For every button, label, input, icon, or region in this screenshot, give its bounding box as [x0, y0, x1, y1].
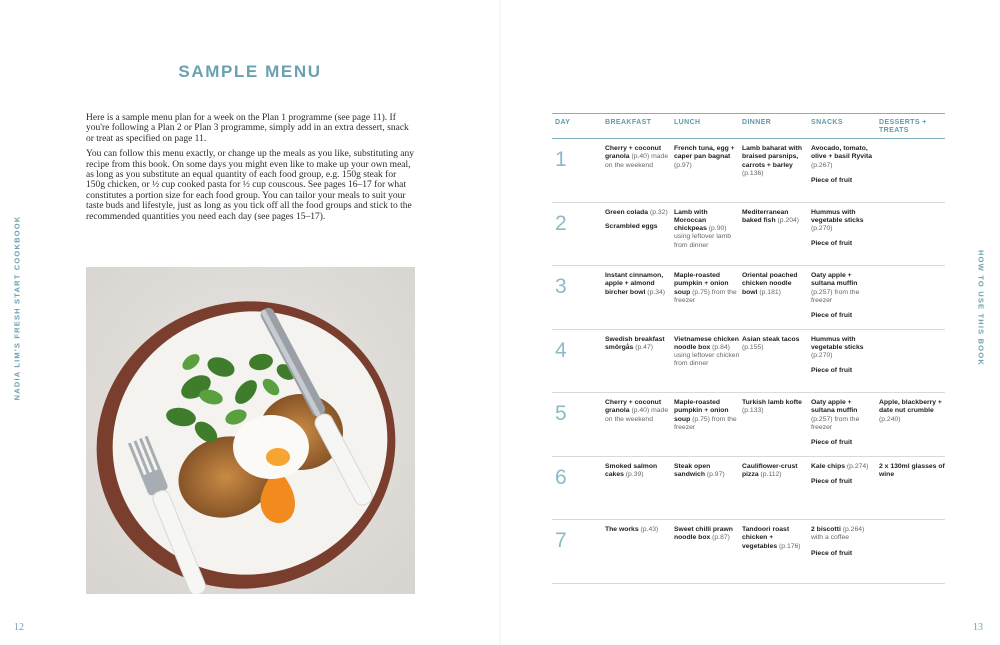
recipe-name: Hummus with vegetable sticks	[811, 208, 864, 224]
recipe-name: Vietnamese chicken noodle box	[674, 335, 739, 351]
recipe-note: (p.75) from the freezer	[674, 288, 737, 304]
recipe-note: (p.257) from the freezer	[811, 415, 860, 431]
recipe-note: (p.176)	[777, 542, 801, 550]
page-gutter	[499, 0, 501, 645]
recipe-note: (p.34)	[645, 288, 666, 296]
snacks-entry	[811, 526, 877, 543]
recipe-note: (p.97)	[704, 470, 725, 478]
snacks-entry	[811, 463, 877, 471]
recipe-name: Smoked salmon cakes	[605, 462, 658, 478]
recipe-note: (p.90) using leftover lamb from dinner	[674, 225, 732, 249]
recipe-name: Piece of fruit	[811, 477, 853, 485]
snacks-entry	[811, 209, 877, 234]
intro-text	[86, 113, 414, 222]
dinner-cell	[742, 209, 808, 226]
snacks-entry	[811, 240, 877, 248]
snacks-entry	[811, 550, 877, 558]
lunch-entry	[674, 272, 740, 305]
menu-row-day-2	[552, 203, 945, 267]
recipe-note: (p.133)	[742, 407, 764, 415]
recipe-name: French tuna, egg + caper pan bagnat	[674, 145, 735, 161]
recipe-name: Scrambled eggs	[605, 222, 658, 230]
recipe-name: Piece of fruit	[811, 312, 853, 320]
snacks-cell	[811, 526, 877, 558]
recipe-name: Cauliflower-crust pizza	[742, 462, 798, 478]
snacks-cell	[811, 336, 877, 376]
recipe-name: Apple, blackberry + date nut crumble	[879, 399, 942, 415]
breakfast-cell	[605, 463, 671, 480]
recipe-name: Piece of fruit	[811, 549, 853, 557]
recipe-name: Instant cinnamon, apple + almond bircher bowl	[605, 272, 664, 296]
recipe-note: (p.267)	[811, 161, 833, 169]
recipe-note: (p.40) made on the weekend	[605, 153, 669, 169]
menu-table-header	[552, 113, 945, 139]
recipe-name: Piece of fruit	[811, 176, 853, 184]
day-number: 1	[555, 148, 567, 171]
breakfast-entry	[605, 209, 671, 217]
recipe-name: Lamb with Moroccan chickpeas	[674, 208, 708, 233]
recipe-note: (p.40) made on the weekend	[605, 407, 669, 423]
lunch-entry	[674, 209, 740, 250]
header-breakfast: BREAKFAST	[605, 119, 652, 126]
recipe-name: Steak open sandwich	[674, 462, 711, 478]
recipe-note: (p.264) with a coffee	[811, 526, 865, 542]
lunch-entry	[674, 463, 740, 480]
breakfast-entry	[605, 223, 671, 231]
desserts-entry	[879, 463, 945, 480]
lunch-entry	[674, 336, 740, 369]
day-number: 2	[555, 211, 567, 235]
recipe-note: (p.204)	[775, 216, 800, 224]
menu-row-day-6	[552, 457, 945, 521]
recipe-name: Maple-roasted pumpkin + onion soup	[674, 399, 729, 423]
recipe-name: Asian steak tacos	[742, 335, 800, 343]
header-snacks: SNACKS	[811, 119, 843, 126]
recipe-note: (p.32)	[648, 208, 668, 216]
recipe-note: (p.274)	[845, 462, 869, 470]
recipe-name: Lamb baharat with braised parsnips, carrots + barley	[742, 145, 803, 169]
dinner-entry	[742, 399, 808, 416]
recipe-note: (p.181)	[757, 288, 781, 296]
recipe-note: (p.155)	[742, 343, 764, 351]
food-photo	[86, 267, 415, 594]
recipe-name: Hummus with vegetable sticks	[811, 335, 864, 351]
breakfast-cell	[605, 272, 671, 297]
lunch-cell	[674, 463, 740, 480]
header-day: DAY	[555, 119, 571, 126]
menu-table	[552, 113, 945, 584]
recipe-note: (p.97)	[674, 161, 692, 169]
breakfast-entry	[605, 336, 671, 353]
recipe-name: 2 biscotti	[811, 526, 841, 533]
breakfast-entry	[605, 272, 671, 297]
desserts-entry	[879, 399, 945, 424]
recipe-note: (p.112)	[758, 470, 782, 478]
lunch-cell	[674, 399, 740, 432]
snacks-entry	[811, 367, 877, 375]
recipe-name: Cherry + coconut granola	[605, 145, 662, 161]
snacks-entry	[811, 399, 877, 432]
menu-row-day-5	[552, 393, 945, 457]
lunch-entry	[674, 399, 740, 432]
recipe-name: Piece of fruit	[811, 240, 853, 248]
intro-paragraph-2: You can follow this menu exactly, or change up the meals as you like, substituting any recipe from this book. On some days you might even like to make up your own meal, as long as you substitute an equal quantity of each food group, e.g. 150g steak for 150g chicken, or ½ cup cooked pasta for ½ cup couscous. See pages 16–17 for what constitutes a portion size for each food group. You can tailor your meals to suit your taste buds and lifestyle, just as long as you tick off all the food groups and stick to the recommended quantities you need each day (see pages 15–17).	[86, 149, 414, 222]
recipe-name: Swedish breakfast smörgås	[605, 335, 665, 351]
dinner-entry	[742, 463, 808, 480]
day-number: 4	[555, 338, 567, 362]
snacks-entry	[811, 336, 877, 361]
recipe-note: (p.87)	[710, 534, 730, 542]
recipe-note: (p.75) from the freezer	[674, 415, 737, 431]
desserts-cell	[879, 463, 945, 480]
snacks-entry	[811, 478, 877, 486]
header-lunch: LUNCH	[674, 119, 701, 126]
snacks-cell	[811, 145, 877, 185]
dinner-cell	[742, 336, 808, 353]
breakfast-entry	[605, 399, 671, 424]
recipe-name: Turkish lamb kofte	[742, 399, 802, 406]
lunch-cell	[674, 272, 740, 305]
dinner-entry	[742, 145, 808, 178]
menu-table-body	[552, 139, 945, 584]
recipe-name: 2 x 130ml glasses of wine	[879, 462, 945, 478]
recipe-note: (p.39)	[623, 470, 644, 478]
menu-row-day-3	[552, 266, 945, 330]
lunch-cell	[674, 145, 740, 170]
recipe-name: Piece of fruit	[811, 439, 853, 447]
snacks-cell	[811, 209, 877, 249]
menu-row-day-7	[552, 520, 945, 584]
lunch-entry	[674, 526, 740, 543]
recipe-note: (p.257) from the freezer	[811, 288, 860, 304]
lunch-cell	[674, 526, 740, 543]
intro-paragraph-1: Here is a sample menu plan for a week on the Plan 1 programme (see page 11). If you're following a Plan 2 or Plan 3 programme, simply add in an extra dessert, snack or treat as specified on page 11.	[86, 113, 409, 144]
recipe-name: Piece of fruit	[811, 367, 853, 375]
lunch-cell	[674, 336, 740, 369]
page-number-right: 13	[973, 622, 983, 633]
dinner-entry	[742, 336, 808, 353]
section-side-label: HOW TO USE THIS BOOK	[976, 250, 986, 366]
book-title-side-label: NADIA LIM'S FRESH START COOKBOOK	[12, 215, 22, 401]
header-dinner: DINNER	[742, 119, 772, 126]
breakfast-cell	[605, 145, 671, 170]
day-number: 7	[555, 529, 567, 552]
snacks-cell	[811, 463, 877, 487]
snacks-entry	[811, 312, 877, 320]
menu-row-day-1	[552, 139, 945, 203]
recipe-note: (p.84) using leftover chicken from dinner	[674, 343, 740, 368]
recipe-name: Cherry + coconut granola	[605, 399, 662, 415]
recipe-note: (p.270)	[811, 225, 833, 233]
recipe-name: Green colada	[605, 208, 649, 216]
recipe-name: The works	[605, 526, 639, 533]
lunch-cell	[674, 209, 740, 250]
dinner-cell	[742, 463, 808, 480]
breakfast-cell	[605, 399, 671, 424]
page-title: SAMPLE MENU	[178, 62, 322, 81]
recipe-name: Sweet chilli prawn noodle box	[674, 526, 733, 542]
lunch-entry	[674, 145, 740, 170]
recipe-name: Oaty apple + sultana muffin	[811, 272, 858, 288]
desserts-cell	[879, 399, 945, 424]
day-number: 6	[555, 465, 567, 489]
dinner-cell	[742, 399, 808, 416]
snacks-entry	[811, 145, 877, 170]
breakfast-cell	[605, 209, 671, 232]
recipe-name: Mediterranean baked fish	[742, 208, 789, 224]
recipe-note: (p.43)	[638, 526, 659, 533]
recipe-name: Avocado, tomato, olive + basil Ryvita	[811, 145, 873, 161]
food-photo-illustration	[86, 267, 415, 594]
page-number-left: 12	[14, 622, 24, 633]
day-number: 5	[555, 402, 567, 425]
snacks-entry	[811, 439, 877, 447]
recipe-note: (p.47)	[633, 343, 653, 351]
breakfast-entry	[605, 526, 671, 534]
snacks-cell	[811, 272, 877, 320]
breakfast-cell	[605, 526, 671, 534]
dinner-cell	[742, 145, 808, 178]
snacks-entry	[811, 177, 877, 185]
recipe-name: Kale chips	[811, 462, 845, 470]
dinner-cell	[742, 272, 808, 297]
dinner-cell	[742, 526, 808, 551]
breakfast-cell	[605, 336, 671, 353]
snacks-cell	[811, 399, 877, 447]
breakfast-entry	[605, 463, 671, 480]
dinner-entry	[742, 272, 808, 297]
recipe-name: Oaty apple + sultana muffin	[811, 399, 858, 415]
recipe-name: Maple-roasted pumpkin + onion soup	[674, 272, 729, 296]
recipe-name: Oriental poached chicken noodle bowl	[742, 272, 798, 296]
day-number: 3	[555, 275, 567, 298]
dinner-entry	[742, 526, 808, 551]
breakfast-entry	[605, 145, 671, 170]
recipe-name: Tandoori roast chicken + vegetables	[742, 526, 790, 550]
header-desserts: DESSERTS + TREATS	[879, 119, 927, 134]
snacks-entry	[811, 272, 877, 305]
menu-row-day-4	[552, 330, 945, 394]
recipe-note: (p.240)	[879, 415, 901, 423]
recipe-note: (p.136)	[742, 169, 764, 177]
recipe-note: (p.270)	[811, 352, 833, 360]
dinner-entry	[742, 209, 808, 226]
